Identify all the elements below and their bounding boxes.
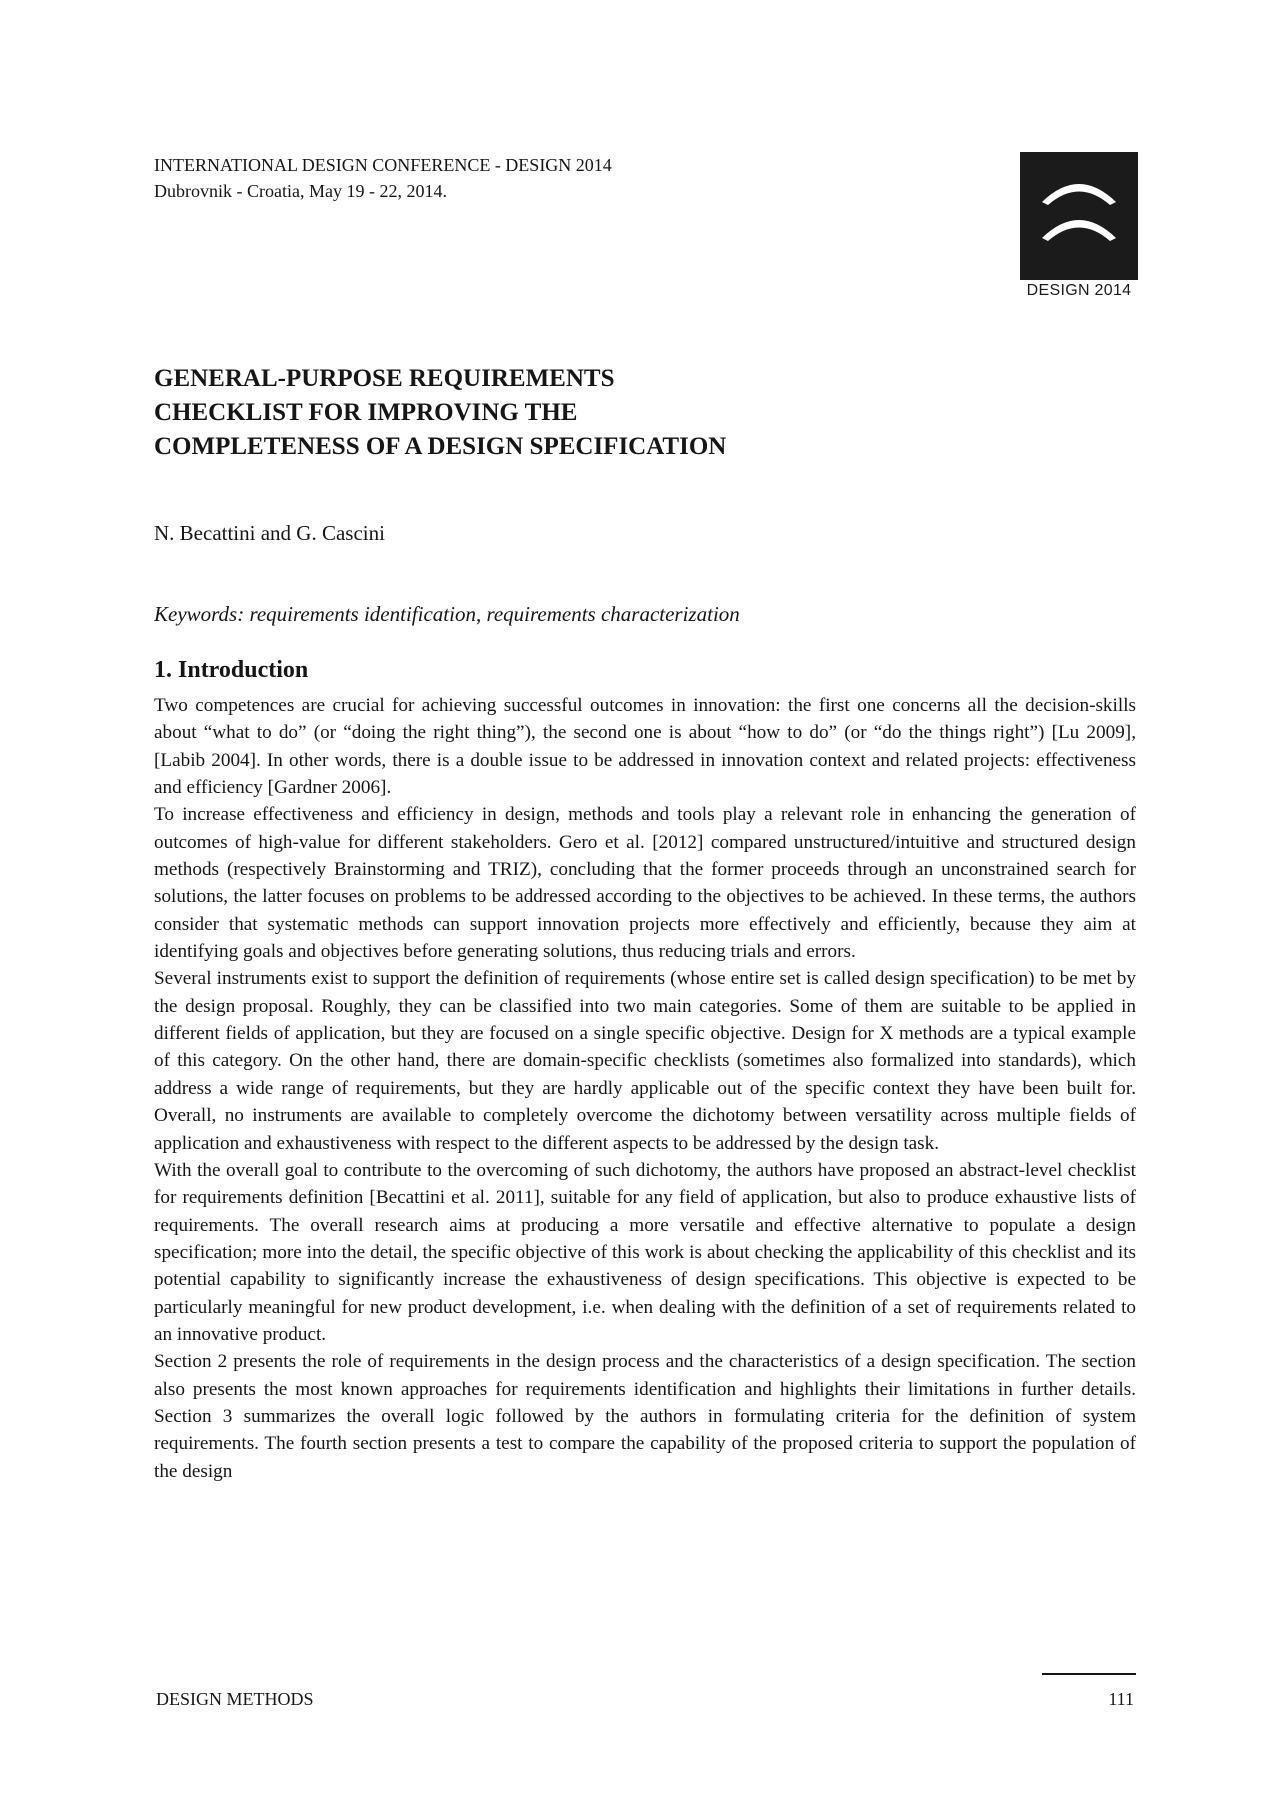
arches-icon bbox=[1020, 152, 1138, 280]
paragraph: Several instruments exist to support the definition of requirements (whose entire set is called design specification) to be met by the design proposal. Roughly, they can be classified into two main categories. Some of them are suitable to be applied in different fields of application, but they are focused on a single specific objective. Design for X methods are a typical example of this category. On the other hand, there are domain-specific checklists (sometimes also formalized into standards), which address a wide range of requirements, but they are hardly applicable out of the specific context they have been built for. Overall, no instruments are available to completely overcome the dichotomy between versatility across multiple fields of application and exhaustiveness with respect to the different aspects to be addressed by the design task. bbox=[154, 968, 1136, 1154]
title-line: GENERAL-PURPOSE REQUIREMENTS bbox=[154, 365, 615, 392]
conference-location: Dubrovnik - Croatia, May 19 - 22, 2014. bbox=[154, 181, 447, 201]
paragraph: Section 2 presents the role of requirements in the design process and the characteristics of a design specification. The section also presents the most known approaches for requirements identification and highlights their limitations in further details. Section 3 summarizes the overall logic followed by the authors in formulating criteria for the definition of system requirements. The fourth section presents a test to compare the capability of the proposed criteria to support the population of the design bbox=[154, 1351, 1136, 1482]
introduction-body bbox=[154, 692, 1136, 1485]
title-line: CHECKLIST FOR IMPROVING THE bbox=[154, 399, 578, 426]
footer-rule bbox=[1042, 1673, 1136, 1675]
paper-title bbox=[154, 362, 974, 464]
paragraph: To increase effectiveness and efficiency in design, methods and tools play a relevant role in enhancing the generation of outcomes of high-value for different stakeholders. Gero et al. [2012] compared unstructured/intuitive and structured design methods (respectively Brainstorming and TRIZ), concluding that the former proceeds through an unconstrained search for solutions, the latter focuses on problems to be addressed according to the objectives to be achieved. In these terms, the authors consider that systematic methods can support innovation projects more effectively and efficiently, because they aim at identifying goals and objectives before generating solutions, thus reducing trials and errors. bbox=[154, 804, 1136, 963]
conference-name: INTERNATIONAL DESIGN CONFERENCE - DESIGN 2014 bbox=[154, 155, 612, 175]
logo-text: DESIGN 2014 bbox=[1026, 282, 1132, 299]
footer-section-label: DESIGN METHODS bbox=[156, 1689, 314, 1709]
design-2014-logo bbox=[1020, 152, 1138, 302]
conference-header bbox=[154, 152, 612, 204]
section-heading: 1. Introduction bbox=[154, 657, 309, 683]
page-number: 111 bbox=[1108, 1689, 1134, 1709]
paragraph: Two competences are crucial for achieving successful outcomes in innovation: the first one concerns all the decision-skills about “what to do” (or “doing the right thing”), the second one is about “how to do” (or “do the things right”) [Lu 2009], [Labib 2004]. In other words, there is a double issue to be addressed in innovation context and related projects: effectiveness and efficiency [Gardner 2006]. bbox=[154, 695, 1136, 799]
paragraph: With the overall goal to contribute to the overcoming of such dichotomy, the authors have proposed an abstract-level checklist for requirements definition [Becattini et al. 2011], suitable for any field of application, but also to produce exhaustive lists of requirements. The overall research aims at producing a more versatile and effective alternative to populate a design specification; more into the detail, the specific objective of this work is about checking the applicability of this checklist and its potential capability to significantly increase the exhaustiveness of design specifications. This objective is expected to be particularly meaningful for new product development, i.e. when dealing with the definition of a set of requirements related to an innovative product. bbox=[154, 1159, 1136, 1345]
title-line: COMPLETENESS OF A DESIGN SPECIFICATION bbox=[154, 433, 727, 460]
authors: N. Becattini and G. Cascini bbox=[154, 521, 385, 545]
logo-emblem bbox=[1020, 152, 1138, 280]
keywords: Keywords: requirements identification, requirements characterization bbox=[154, 602, 740, 626]
